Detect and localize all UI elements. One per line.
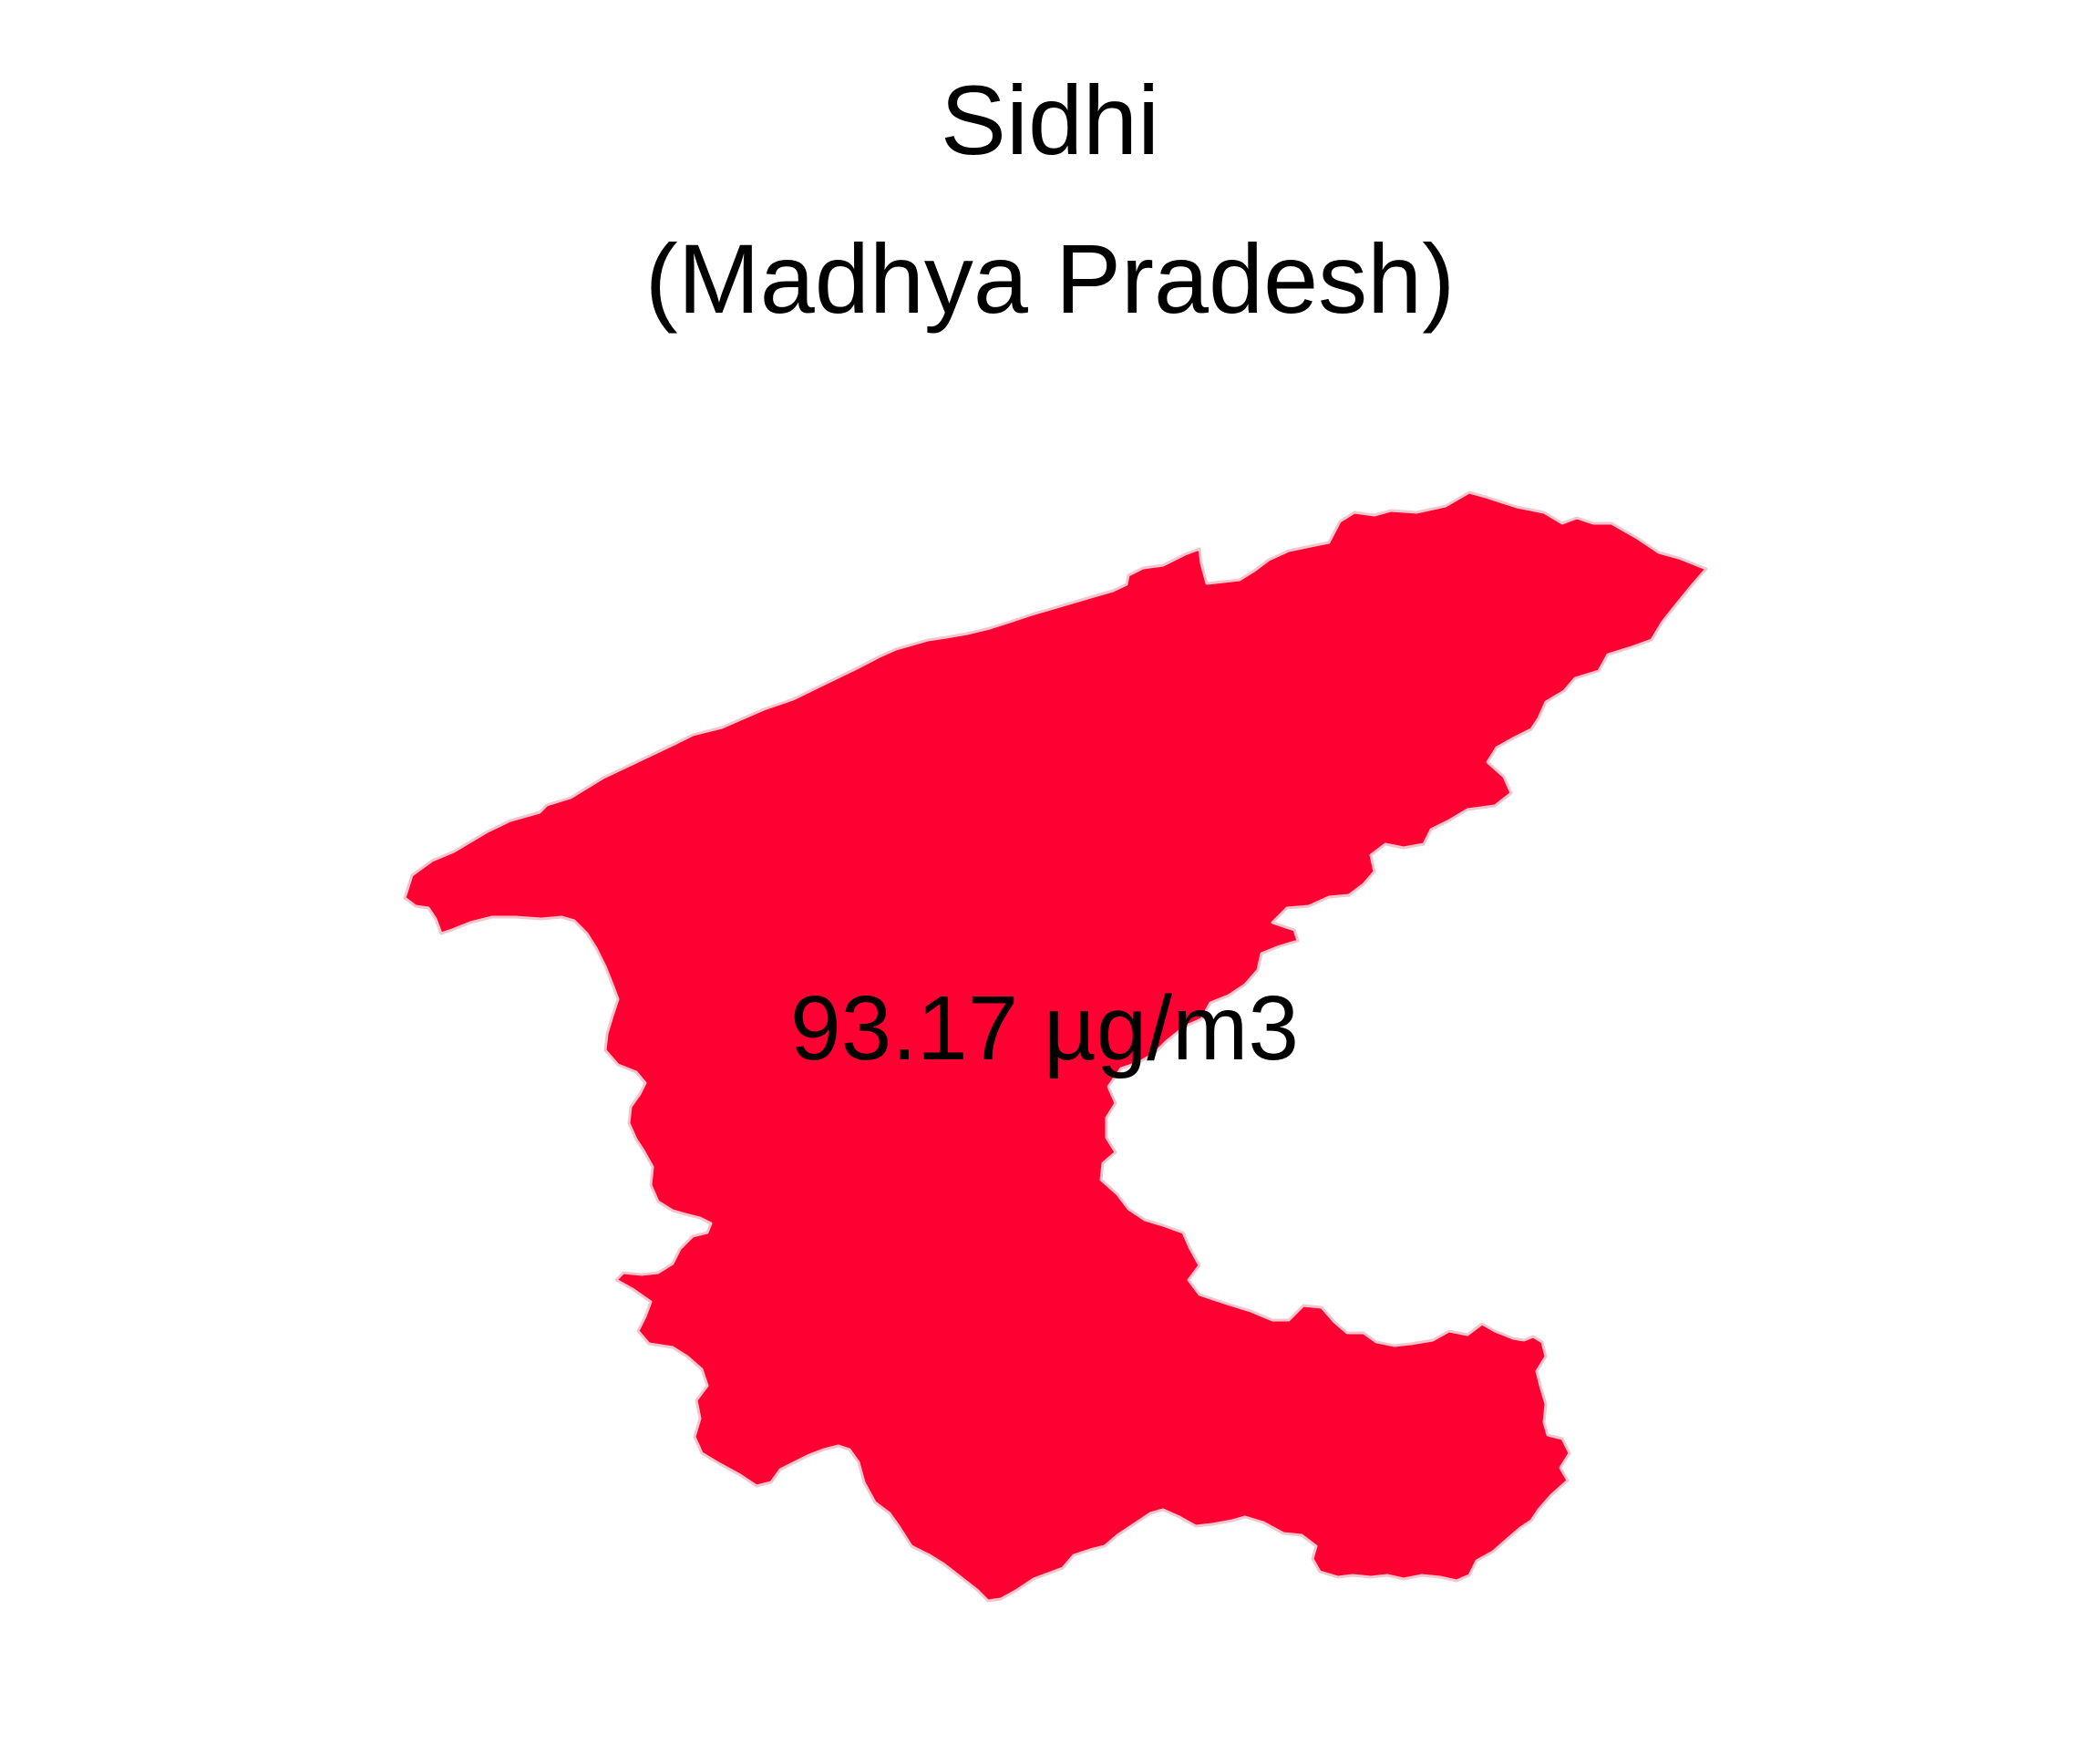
pollution-value-text: 93.17 µg/m3 xyxy=(790,977,1299,1079)
map-title-district: Sidhi xyxy=(940,65,1160,175)
map-title-state: (Madhya Pradesh) xyxy=(644,223,1456,334)
pollution-value-label xyxy=(0,977,2100,1079)
